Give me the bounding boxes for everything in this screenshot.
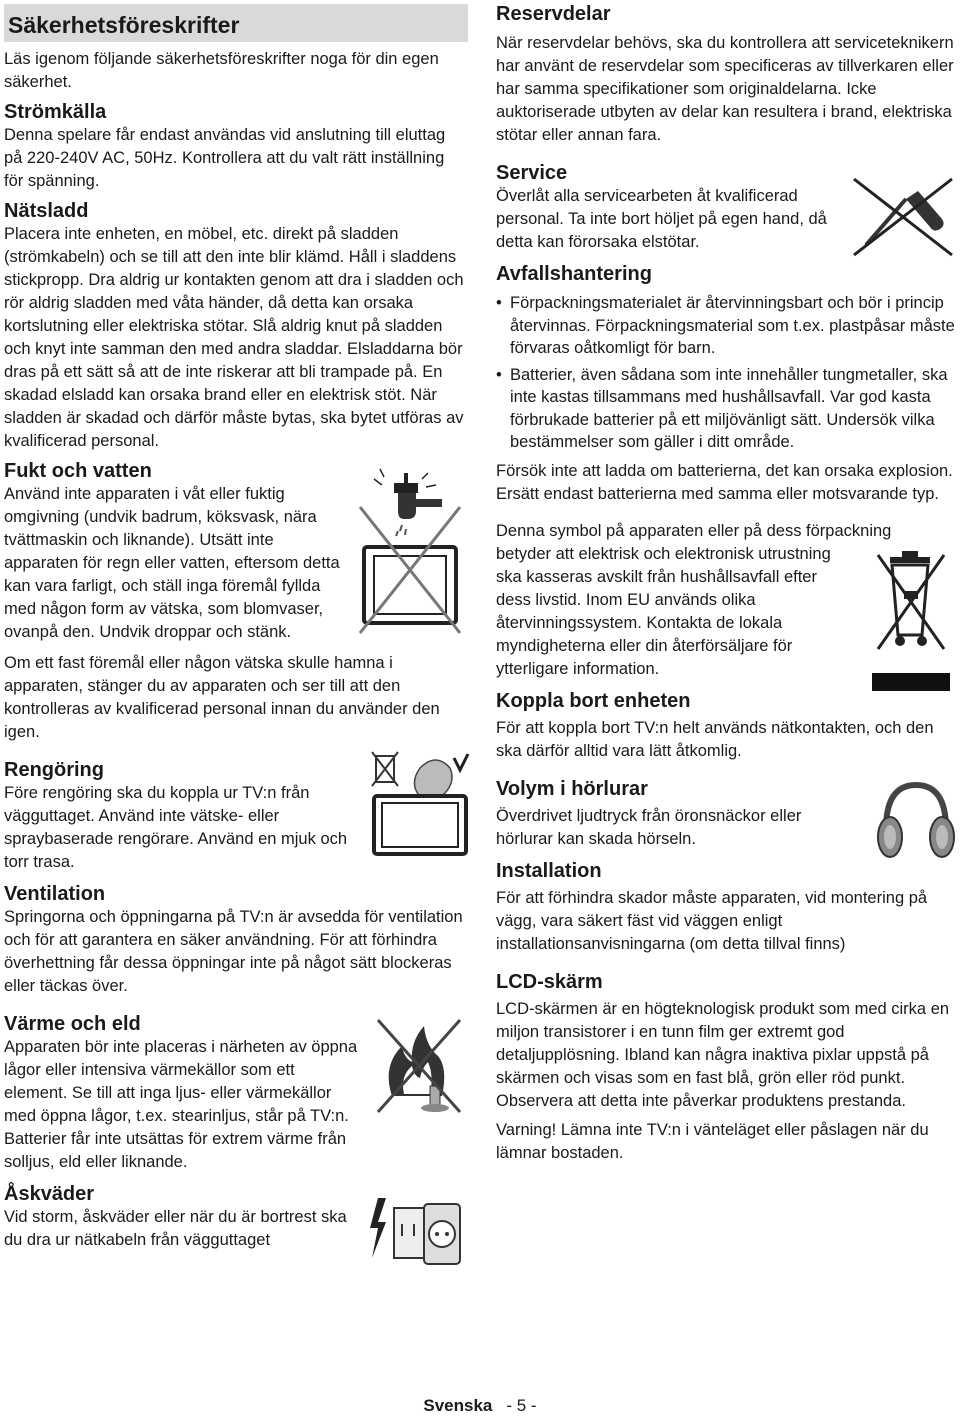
heading-lightning: Åskväder: [4, 1183, 95, 1205]
lcd-text-2: Varning! Lämna inte TV:n i vänteläget eller påslagen när du lämnar bostaden.: [496, 1120, 929, 1162]
heading-lcd: LCD-skärm: [496, 970, 603, 993]
waste-text-1: Försök inte att ladda om batterierna, det kan orsaka explosion. Ersätt endast batterierna med samma eller motsvarande typ.: [496, 461, 953, 503]
ventilation-text: Springorna och öppningarna på TV:n är avsedda för ventilation och för att garantera en säker användning. För att förhindra överhettning får dessa öppningar inte på något sätt blockeras eller täckas över.: [4, 908, 463, 995]
lightning-text: Vid storm, åskväder eller när du är bortrest ska du dra ur nätkabeln från vägguttaget: [4, 1208, 347, 1249]
spray-tv-icon: [364, 748, 474, 863]
fire-crossed-icon: [374, 1016, 464, 1121]
heading-heat: Värme och eld: [4, 1013, 141, 1035]
parts-text: När reservdelar behövs, ska du kontrollera att serviceteknikern har använt de reservdelar som specificeras av tillverkaren eller har samma specifikationer som originaldelarna. Icke auktoriserade utbyten av delar kan resultera i brand, elektriska stötar eller annan fara.: [496, 34, 954, 144]
heading-cleaning: Rengöring: [4, 759, 104, 781]
heading-disconnect: Koppla bort enheten: [496, 689, 691, 712]
footer-language: Svenska: [423, 1396, 493, 1415]
crossed-bin-icon: [868, 545, 952, 700]
waste-bullet: • Batterier, även sådana som inte innehåller tungmetaller, ska inte kastas tillsammans med hushållsavfall. Var god kasta förbrukade batterier på ett miljövänligt sätt. Undersök vilka bestämmelser som gäller i ditt område.: [496, 364, 958, 454]
left-column: [4, 0, 468, 1252]
cord-text: Placera inte enheten, en möbel, etc. direkt på sladden (strömkabeln) och se till att den inte blir klämd. Håll i sladdens stickpropp. Dra aldrig ur kontakten genom att dra i sladden och rör aldrig sladden med våta händer, då detta kan orsaka kortslutning eller elektriska stötar. Slå aldrig knut på sladden och knyt inte samman den med andra sladdar. Elsladdarna bör dras på ett sätt så att de inte riskerar att bli trampade på. En skadad elsladd kan orsaka brand eller en elektrisk stöt. När sladden är skadad och därför måste bytas, ska bytet utföras av kvalificerad personal.: [4, 225, 464, 450]
heading-waste: Avfallshantering: [496, 263, 652, 285]
lightning-outlet-icon: [364, 1194, 464, 1279]
heat-text: Apparaten bör inte placeras i närheten av öppna lågor eller intensiva värmekällor som ett element. Se till att inga ljus- eller värmekällor med öppna lågor, t.ex. stearinljus, står på TV:n. Batterier får inte utsättas för extrem värme från solljus, eld eller liknande.: [4, 1038, 358, 1171]
waste-text-2b: betyder att elektrisk och elektronisk utrustning ska kasseras avskilt från hushållsavfall efter dess livstid. Inom EU används olika återvinningssystem. Kontakta de lokala myndigheterna eller din återförsäljare för ytterligare information.: [496, 544, 831, 678]
page-number: - 5 -: [506, 1396, 537, 1415]
service-text: Överlåt alla servicearbeten åt kvalificerad personal. Ta inte bort höljet på egen hand, då detta kan förorsaka elstötar.: [496, 187, 827, 251]
disconnect-text: För att koppla bort TV:n helt används nätkontakten, och den ska därför alltid vara lätt åtkomlig.: [496, 718, 934, 760]
heading-parts: Reservdelar: [496, 3, 611, 25]
power-text: Denna spelare får endast användas vid anslutning till eluttag på 220-240V AC, 50Hz. Kontrollera att du valt rätt inställning för spänning.: [4, 126, 446, 190]
page-footer: [0, 1395, 960, 1417]
headphones-icon: [874, 779, 958, 870]
waste-list: [496, 292, 958, 454]
waste-text-2a: Denna symbol på apparaten eller på dess förpackning: [496, 521, 892, 540]
intro-text: Läs igenom följande säkerhetsföreskrifter noga för din egen säkerhet.: [4, 50, 439, 91]
heading-cord: Nätsladd: [4, 200, 89, 222]
lcd-text: LCD-skärmen är en högteknologisk produkt som med cirka en miljon transistorer i en tunn film ger extremt god detaljupplösning. Ibland kan några inaktiva pixlar uppstå på skärmen och visas som en fast blå, grön eller röd punkt. Observera att detta inte påverkar produktens prestanda.: [496, 999, 950, 1110]
headphones-text: Överdrivet ljudtryck från öronsnäckor eller hörlurar kan skada hörseln.: [496, 806, 802, 848]
tap-tv-crossed-icon: [354, 463, 466, 643]
moisture-text: Använd inte apparaten i våt eller fuktig omgivning (undvik badrum, köksvask, nära tvättmaskin och liknande). Utsätt inte apparaten för regn eller vatten, eftersom detta kan vara farligt, och ställ inga föremål fyllda med någon form av vätska, som blomvaser, ovanpå den. Undvik droppar och stänk.: [4, 485, 340, 641]
moisture-text-2: Om ett fast föremål eller någon vätska skulle hamna i apparaten, stänger du av apparaten och ser till att den kontrolleras av kvalificerad personal innan du använder den igen.: [4, 654, 440, 741]
heading-service: Service: [496, 162, 568, 184]
waste-bullet: • Förpackningsmaterialet är återvinningsbart och bör i princip återvinnas. Förpackningsmaterial som t.ex. plastpåsar måste förvaras oåtkomligt för barn.: [496, 292, 958, 360]
screwdriver-crossed-icon: [848, 173, 958, 264]
cleaning-text: Före rengöring ska du koppla ur TV:n från vägguttaget. Använd inte vätske- eller spraybaserade rengörare. Använd en mjuk och torr trasa.: [4, 784, 348, 871]
heading-moisture: Fukt och vatten: [4, 460, 152, 482]
installation-text: För att förhindra skador måste apparaten, vid montering på vägg, vara säkert fäst vid väggen enligt installationsanvisningarna (om detta tillval finns): [496, 888, 928, 953]
heading-installation: Installation: [496, 859, 602, 882]
heading-power: Strömkälla: [4, 101, 107, 123]
right-column: [496, 0, 958, 1171]
page-title: Säkerhetsföreskrifter: [4, 4, 468, 42]
heading-ventilation: Ventilation: [4, 883, 106, 905]
heading-headphones: Volym i hörlurar: [496, 777, 648, 800]
